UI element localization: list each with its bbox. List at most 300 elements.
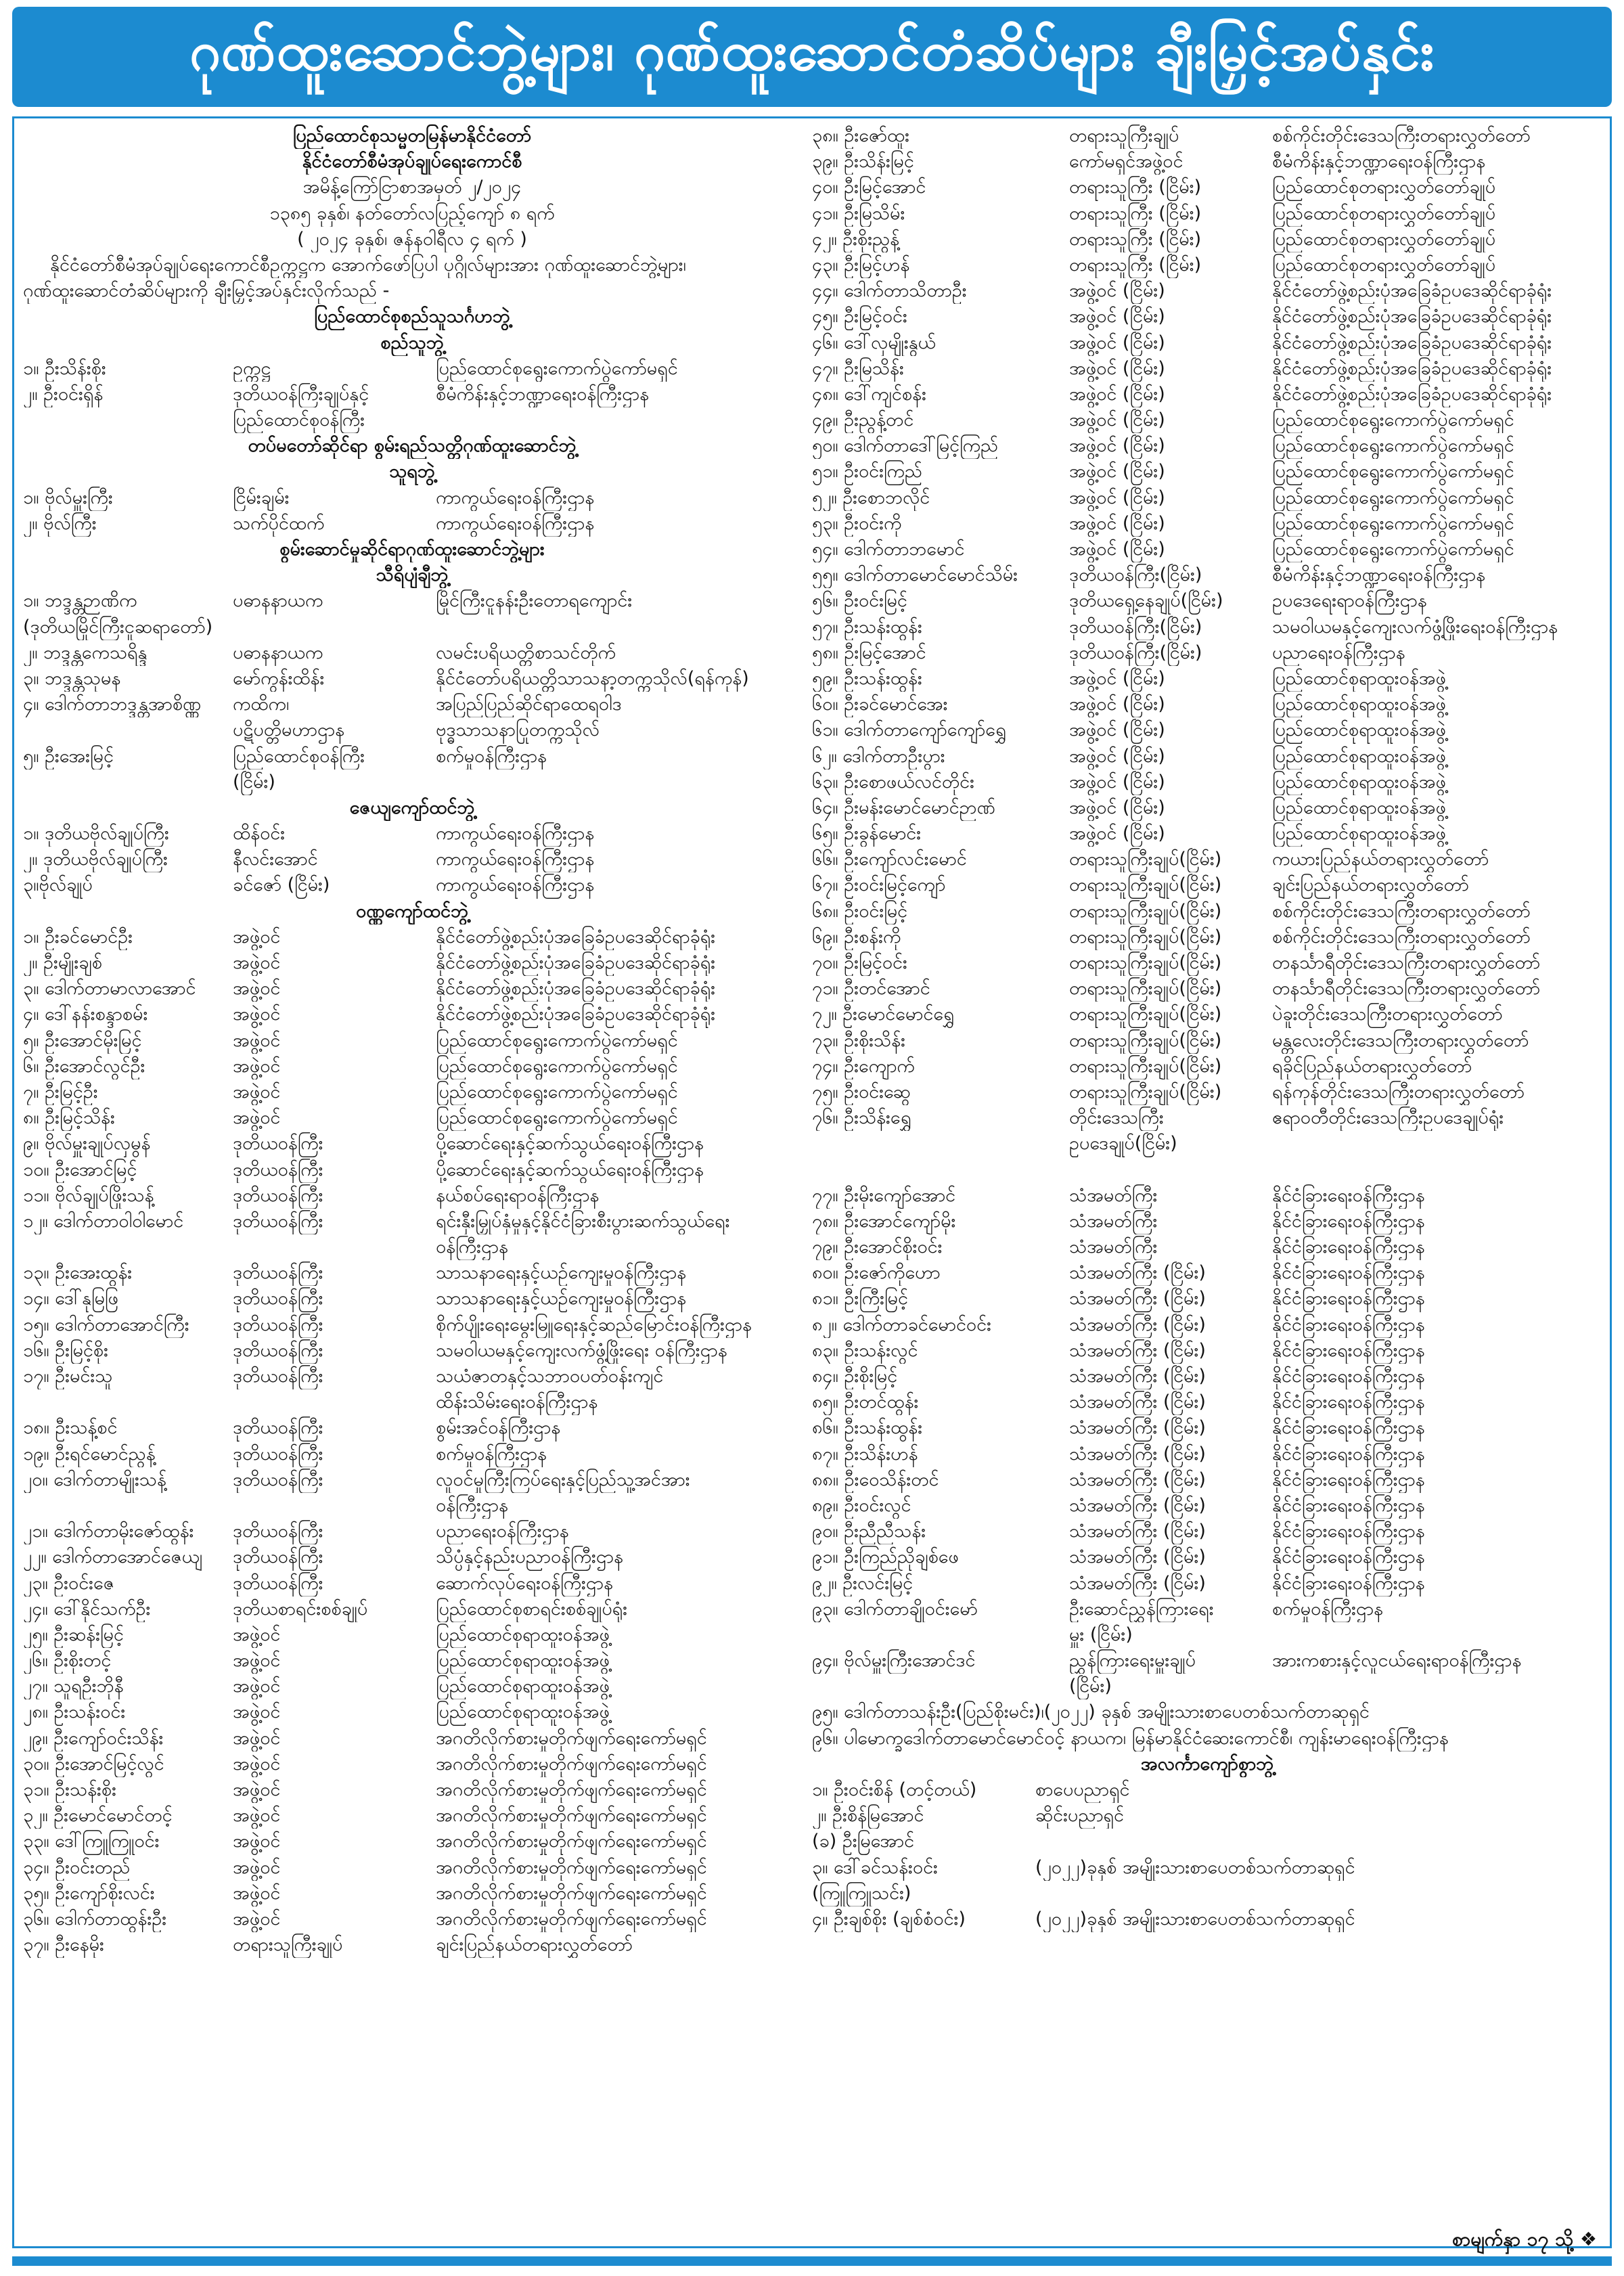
awardee-name: ၄။ ဦးချစ်စိုး (ချစ်စံဝင်း) <box>812 1908 966 1929</box>
awardee-title: အဖွဲ့ဝင် <box>233 1624 281 1645</box>
list-item <box>812 1777 1602 1803</box>
awardee-title: ဒုတိယဝန်ကြီး <box>233 1521 323 1542</box>
awardee-name: ၂၅။ ဦးဆန်းမြင့် <box>23 1624 124 1645</box>
list-item <box>812 1467 1602 1493</box>
awardee-department: ကာကွယ်ရေးဝန်ကြီးဌာန <box>436 874 595 896</box>
list-item <box>23 1054 801 1079</box>
awardee-department: စက်မှုဝန်ကြီးဌာန <box>436 745 547 767</box>
awardee-name <box>812 1131 1069 1157</box>
list-item <box>812 1597 1602 1622</box>
awardee-department: ချင်းပြည်နယ်တရားလွှတ်တော် <box>436 1934 633 1956</box>
awardee-title: တရားသူကြီးချုပ်(ငြိမ်း) <box>1069 849 1222 870</box>
awardee-department: ဧရာဝတီတိုင်းဒေသကြီးဥပဒေချုပ်ရုံး <box>1272 1107 1504 1129</box>
awardee-department: နိုင်ငံခြားရေးဝန်ကြီးဌာန <box>1272 1443 1425 1465</box>
awardee-name: ၈၂။ ဒေါက်တာခင်မောင်ဝင်း <box>812 1314 991 1335</box>
list-item <box>812 1881 1602 1906</box>
awardee-department: အဂတိလိုက်စားမှုတိုက်ဖျက်ရေးကော်မရှင် <box>436 1727 707 1749</box>
section-heading: တပ်မတော်ဆိုင်ရာ စွမ်းရည်သတ္တိဂုဏ်ထူးဆောင်ဘွဲ့ <box>248 435 577 457</box>
awardee-department: ပြည်ထောင်စုရာထူးဝန်အဖွဲ့ <box>1272 719 1446 741</box>
awardee-department: ပြည်ထောင်စုရွေးကောက်ပွဲကော်မရှင် <box>436 1055 678 1077</box>
awardee-name: ၄၄။ ဒေါက်တာသိတာဦး <box>812 280 967 302</box>
awardee-name: ၈၁။ ဦးကြီးမြင့် <box>812 1288 908 1310</box>
awardee-name <box>23 1234 233 1260</box>
awardee-name: ၃၇။ ဦးနေမိုး <box>23 1934 104 1956</box>
awardee-name: ၂။ ဒုတိယဗိုလ်ချုပ်ကြီး <box>23 849 168 870</box>
awardee-title: ကထိက၊ <box>233 694 290 715</box>
awardee-title: အဖွဲ့ဝင် (ငြိမ်း) <box>1069 435 1165 457</box>
awardee-name: ၃၄။ ဦးဝင်းတည် <box>23 1856 131 1878</box>
awardee-department: နိုင်ငံခြားရေးဝန်ကြီးဌာန <box>1272 1184 1425 1206</box>
awardee-name: ၄၀။ ဦးမြင့်အောင် <box>812 177 926 198</box>
awardee-name: ၁၃။ ဦးအေးထွန်း <box>23 1262 133 1284</box>
awardee-title <box>233 1493 436 1519</box>
awardee-department: ချင်းပြည်နယ်တရားလွှတ်တော် <box>1272 874 1469 896</box>
awardee-title: ဒုတိယဝန်ကြီး <box>233 1314 323 1335</box>
awardee-department: စက်မှုဝန်ကြီးဌာန <box>1272 1598 1384 1620</box>
awardee-name: ၉၃။ ဒေါက်တာချိုဝင်းမော် <box>812 1598 978 1620</box>
list-item <box>23 1881 801 1906</box>
list-item <box>812 175 1602 200</box>
list-item <box>812 640 1602 666</box>
awardee-name: ၇၀။ ဦးမြင့်ဝင်း <box>812 952 907 973</box>
awardee-name: ၅၃။ ဦးဝင်းကို <box>812 512 902 534</box>
list-item <box>23 382 801 407</box>
awardee-title: ဒုတိယဝန်ကြီး(ငြိမ်း) <box>1069 616 1202 638</box>
awardee-department: ပြည်ထောင်စုတရားလွှတ်တော်ချုပ် <box>1272 228 1496 250</box>
awardee-name: ၉၁။ ဦးကြည်ညိုချစ်ဖေ <box>812 1546 959 1568</box>
section-heading: စွမ်းဆောင်မှုဆိုင်ရာဂုဏ်ထူးဆောင်ဘွဲ့များ <box>279 539 545 560</box>
awardee-title: (ငြိမ်း) <box>233 771 275 793</box>
awardee-department: နိုင်ငံခြားရေးဝန်ကြီးဌာန <box>1272 1521 1425 1542</box>
awardee-department: ကယားပြည်နယ်တရားလွှတ်တော် <box>1272 849 1489 870</box>
awardee-title: တရားသူကြီးချုပ်(ငြိမ်း) <box>1069 1081 1222 1102</box>
awardee-name: (ကြူကြူသင်း) <box>812 1882 911 1904</box>
awardee-department: စက်မှုဝန်ကြီးဌာန <box>436 1443 547 1465</box>
awardee-title: ဒုတိယဝန်ကြီး <box>233 1184 323 1206</box>
list-item <box>812 1028 1602 1054</box>
awardee-title: အဖွဲ့ဝင် (ငြိမ်း) <box>1069 745 1165 767</box>
awardee-title: သံအမတ်ကြီး (ငြိမ်း) <box>1069 1391 1206 1413</box>
awardee-title: ဦးဆောင်ညွှန်ကြားရေး <box>1069 1598 1214 1620</box>
list-item <box>23 1260 801 1286</box>
awardee-name: ၉၂။ ဦးလင်းမြင့် <box>812 1572 914 1594</box>
list-item <box>812 1622 1602 1648</box>
awardee-title: တရားသူကြီး (ငြိမ်း) <box>1069 202 1202 224</box>
awardee-department: နိုင်ငံခြားရေးဝန်ကြီးဌာန <box>1272 1494 1425 1516</box>
awardee-department: ကာကွယ်ရေးဝန်ကြီးဌာန <box>436 823 595 845</box>
awardee-department: နိုင်ငံတော်ဖွဲ့စည်းပုံအခြေခံဥပဒေဆိုင်ရာခုံရုံး <box>1272 383 1552 405</box>
awardee-department: စီမံကိန်းနှင့်ဘဏ္ဍာရေးဝန်ကြီးဌာန <box>1272 564 1486 586</box>
awardee-title: နီလင်းအောင် <box>233 849 318 870</box>
list-item <box>23 1544 801 1570</box>
awardee-name: ၇၈။ ဦးအောင်ကျော်မိုး <box>812 1210 956 1232</box>
awardee-department: ဥပဒေရေးရာဝန်ကြီးဌာန <box>1272 590 1427 612</box>
awardee-title: တရားသူကြီးချုပ်(ငြိမ်း) <box>1069 926 1222 947</box>
awardee-title: ဒုတိယဝန်ကြီး <box>233 1288 323 1310</box>
awardee-department: နိုင်ငံတော်ဖွဲ့စည်းပုံအခြေခံဥပဒေဆိုင်ရာခုံရုံး <box>436 926 716 947</box>
awardee-name: ၆၅။ ဦးခွန်မောင်း <box>812 823 922 845</box>
awardee-name: ၂၆။ ဦးစိုးတင့် <box>23 1650 112 1672</box>
awardee-name: ၁၆။ ဦးမြင့်စိုး <box>23 1339 108 1361</box>
awardee-department: ပညာရေးဝန်ကြီးဌာန <box>436 1521 569 1542</box>
awardee-department: ပြည်ထောင်စုရွေးကောက်ပွဲကော်မရှင် <box>436 1029 678 1051</box>
awardee-title: ဒုတိယဝန်ကြီး <box>233 1366 323 1387</box>
awardee-name: ၂။ ဗိုလ်ကြီး <box>23 512 97 534</box>
list-item <box>812 511 1602 537</box>
list-item <box>23 1234 801 1260</box>
awardee-title: သံအမတ်ကြီး (ငြိမ်း) <box>1069 1288 1206 1310</box>
list-item <box>812 1389 1602 1415</box>
awardee-name: ၂၂။ ဒေါက်တာအောင်ဇေယျ <box>23 1546 203 1568</box>
awardee-name: ၂၃။ ဦးဝင်းဇေ <box>23 1572 114 1594</box>
list-item <box>23 1519 801 1544</box>
awardee-department: နိုင်ငံခြားရေးဝန်ကြီးဌာန <box>1272 1391 1425 1413</box>
left-column <box>23 123 801 2241</box>
awardee-department: လူဝင်မှုကြီးကြပ်ရေးနှင့်ပြည်သူ့အင်အား <box>436 1469 690 1490</box>
list-item <box>812 537 1602 562</box>
awardee-title: အဖွဲ့ဝင် (ငြိမ်း) <box>1069 487 1165 508</box>
awardee-department: ပြည်ထောင်စုရွေးကောက်ပွဲကော်မရှင် <box>436 1081 678 1102</box>
awardee-name: ၁၅။ ဒေါက်တာအောင်ကြီး <box>23 1314 189 1335</box>
awardee-name <box>812 1157 1069 1183</box>
awardee-department: နိုင်ငံတော်ဖွဲ့စည်းပုံအခြေခံဥပဒေဆိုင်ရာခုံရုံး <box>436 1004 716 1025</box>
awardee-title: အဖွဲ့ဝင် <box>233 1676 281 1697</box>
list-item <box>812 485 1602 511</box>
awardee-name: ၃၆။ ဒေါက်တာထွန်းဦး <box>23 1908 167 1929</box>
awardee-title: အဖွဲ့ဝင် <box>233 1831 281 1852</box>
awardee-description <box>1035 1881 1602 1906</box>
awardee-name: ၄၃။ ဦးမြင့်ဟန် <box>812 254 910 275</box>
left-sections <box>23 304 801 1958</box>
awardee-name: ၇၅။ ဦးဝင်းဆွေ <box>812 1081 911 1102</box>
awardee-department: ကာကွယ်ရေးဝန်ကြီးဌာန <box>436 512 595 534</box>
list-item <box>812 1286 1602 1312</box>
awardee-title: ဒုတိယဝန်ကြီး <box>233 1546 323 1568</box>
awardee-department: အဂတိလိုက်စားမှုတိုက်ဖျက်ရေးကော်မရှင် <box>436 1882 707 1904</box>
awardee-department: သာသနာရေးနှင့်ယဉ်ကျေးမှုဝန်ကြီးဌာန <box>436 1288 687 1310</box>
awardee-title: အဖွဲ့ဝင် <box>233 1650 281 1672</box>
awardee-department: မြိုင်ကြီးငူနန်းဦးတောရကျောင်း <box>436 590 633 612</box>
awardee-department: ပြည်ထောင်စုရွေးကောက်ပွဲကော်မရှင် <box>1272 512 1514 534</box>
awardee-title: ဒုတိယဝန်ကြီး <box>233 1210 323 1232</box>
list-item <box>23 1777 801 1803</box>
awardee-department: ဆောက်လုပ်ရေးဝန်ကြီးဌာန <box>436 1572 613 1594</box>
awardee-title <box>233 1234 436 1260</box>
awardee-name: ၃၀။ ဦးအောင်မြင့်လွင် <box>23 1753 164 1775</box>
awardee-title: အဖွဲ့ဝင် (ငြိမ်း) <box>1069 694 1165 715</box>
list-item <box>812 976 1602 1002</box>
awardee-department: အဂတိလိုက်စားမှုတိုက်ဖျက်ရေးကော်မရှင် <box>436 1779 707 1800</box>
list-item <box>812 717 1602 743</box>
awardee-title: မှူး (ငြိမ်း) <box>1069 1624 1133 1645</box>
list-item <box>23 1105 801 1131</box>
awardee-title: အဖွဲ့ဝင် (ငြိမ်း) <box>1069 409 1165 431</box>
list-item <box>23 1648 801 1674</box>
awardee-title: တရားသူကြီး (ငြိမ်း) <box>1069 228 1202 250</box>
list-item <box>812 304 1602 330</box>
awardee-name <box>23 769 233 795</box>
awardee-name: ၇၇။ ဦးမိုးကျော်အောင် <box>812 1184 956 1206</box>
awardee-name <box>812 1622 1069 1648</box>
awardee-department: နိုင်ငံခြားရေးဝန်ကြီးဌာန <box>1272 1417 1425 1439</box>
awardee-title: ဥပဒေချုပ်(ငြိမ်း) <box>1069 1133 1177 1155</box>
awardee-name: ၄၆။ ဒေါ်လှမျိုးနွယ် <box>812 332 936 353</box>
awardee-name: ၅၇။ ဦးသန်းထွန်း <box>812 616 922 638</box>
awardee-department: ပို့ဆောင်ရေးနှင့်ဆက်သွယ်ရေးဝန်ကြီးဌာန <box>436 1159 704 1180</box>
awardee-title: တရားသူကြီးချုပ်(ငြိမ်း) <box>1069 952 1222 973</box>
awardee-department: နိုင်ငံတော်ပရိယတ္တိသာသနာ့တက္ကသိုလ်(ရန်ကုန်) <box>436 667 749 689</box>
awardee-title: ဒုတိယဝန်ကြီး <box>233 1469 323 1490</box>
awardee-department: ပြည်ထောင်စုရွေးကောက်ပွဲကော်မရှင် <box>1272 539 1514 560</box>
awardee-name: ၆၄။ ဦးမန်းမောင်မောင်ဉာဏ် <box>812 797 995 818</box>
awardee-title: အဖွဲ့ဝင် <box>233 1055 281 1077</box>
list-item <box>812 1906 1602 1932</box>
header-line: ပြည်ထောင်စုသမ္မတမြန်မာနိုင်ငံတော် <box>292 125 532 146</box>
awardee-title: ပြည်ထောင်စုဝန်ကြီး <box>233 409 365 431</box>
awardee-title: သံအမတ်ကြီး (ငြိမ်း) <box>1069 1546 1206 1568</box>
awardee-title: ဒုတိယဝန်ကြီးချုပ်နှင့် <box>233 383 369 405</box>
list-item <box>23 1597 801 1622</box>
awardee-title: ဒုတိယဝန်ကြီး <box>233 1572 323 1594</box>
bottom-bar <box>12 2256 1612 2266</box>
section-heading: သူရဘွဲ့ <box>389 461 435 483</box>
awardee-name: ၈၇။ ဦးသိန်းဟန် <box>812 1443 918 1465</box>
awardee-department: ပြည်ထောင်စုရာထူးဝန်အဖွဲ့ <box>436 1624 610 1645</box>
right-rows <box>812 123 1602 1699</box>
list-item <box>23 1855 801 1881</box>
awardee-name: ၂၁။ ဒေါက်တာမိုးဇော်ထွန်း <box>23 1521 194 1542</box>
awardee-title: ဒုတိယရှေ့နေချုပ်(ငြိမ်း) <box>1069 590 1223 612</box>
awardee-title <box>1069 1157 1272 1183</box>
list-item <box>812 278 1602 304</box>
list-item <box>812 795 1602 821</box>
awardee-department: အဂတိလိုက်စားမှုတိုက်ဖျက်ရေးကော်မရှင် <box>436 1753 707 1775</box>
awardee-department: သိပ္ပံနှင့်နည်းပညာဝန်ကြီးဌာန <box>436 1546 623 1568</box>
awardee-name: ၂၇။ သူရဦးဘိုနီ <box>23 1676 124 1697</box>
list-item <box>23 1751 801 1777</box>
awardee-department: နိုင်ငံခြားရေးဝန်ကြီးဌာန <box>1272 1469 1425 1490</box>
page-title: ဂုဏ်ထူးဆောင်ဘွဲ့များ၊ ဂုဏ်ထူးဆောင်တံဆိပ်များ ချီးမြှင့်အပ်နှင်း <box>12 7 1612 107</box>
awardee-name: ၃၉။ ဦးသိန်းမြင့် <box>812 151 914 173</box>
awardee-department: အဂတိလိုက်စားမှုတိုက်ဖျက်ရေးကော်မရှင် <box>436 1831 707 1852</box>
list-item <box>812 201 1602 227</box>
awardee-department: ပြည်ထောင်စုရာထူးဝန်အဖွဲ့ <box>1272 771 1446 793</box>
right-column <box>812 123 1602 2241</box>
awardee-department: နိုင်ငံခြားရေးဝန်ကြီးဌာန <box>1272 1314 1425 1335</box>
list-item <box>23 1442 801 1467</box>
awardee-department: စစ်ကိုင်းတိုင်းဒေသကြီးတရားလွှတ်တော် <box>1272 900 1531 922</box>
awardee-name: ၆၁။ ဒေါက်တာကျော်ကျော်ရွှေ <box>812 719 1006 741</box>
list-item <box>812 1079 1602 1105</box>
awardee-name <box>812 1674 1069 1699</box>
list-item <box>23 1312 801 1338</box>
awardee-department: ပြည်ထောင်စုရာထူးဝန်အဖွဲ့ <box>1272 745 1446 767</box>
awardee-title: ကော်မရှင်အဖွဲ့ဝင် <box>1069 151 1183 173</box>
awardee-title: တိုင်းဒေသကြီး <box>1069 1107 1164 1129</box>
awardee-department <box>1272 1157 1602 1183</box>
list-item <box>812 562 1602 588</box>
list-item <box>23 666 801 692</box>
section-heading: ဇေယျကျော်ထင်ဘွဲ့ <box>349 797 475 818</box>
awardee-name: ၈၄။ ဦးစိုးမြင့် <box>812 1366 898 1387</box>
list-item <box>812 1260 1602 1286</box>
list-item <box>23 744 801 769</box>
awardee-title: တရားသူကြီးချုပ်(ငြိမ်း) <box>1069 978 1222 1000</box>
awardee-name: ၄။ ဒေါ်နန်းစန္ဒာစမ်း <box>23 1004 148 1025</box>
awardee-department: ပဲခူးတိုင်းဒေသကြီးတရားလွှတ်တော် <box>1272 1004 1503 1025</box>
awardee-department: ထိန်းသိမ်းရေးဝန်ကြီးဌာန <box>436 1391 598 1413</box>
awardee-department: နိုင်ငံတော်ဖွဲ့စည်းပုံအခြေခံဥပဒေဆိုင်ရာခုံရုံး <box>1272 280 1552 302</box>
header-line: နိုင်ငံတော်စီမံအုပ်ချုပ်ရေးကောင်စီ <box>302 151 522 173</box>
awardee-department: ဝန်ကြီးဌာန <box>436 1494 508 1516</box>
list-item <box>812 1157 1602 1183</box>
awardee-name: ၁။ ဗိုလ်မှူးကြီး <box>23 487 113 508</box>
awardee-name: ၉၄။ ဗိုလ်မှူးကြီးအောင်ဒင် <box>812 1650 976 1672</box>
list-item <box>812 1803 1602 1829</box>
awardee-name: ၈။ ဦးမြင့်သိန်း <box>23 1107 115 1129</box>
awardee-name: ၂၈။ ဦးသန်းဝင်း <box>23 1701 126 1723</box>
awardee-name: ၅၂။ ဦးစောဘလိုင် <box>812 487 930 508</box>
awardee-title: (ငြိမ်း) <box>1069 1676 1112 1697</box>
awardee-department: ကာကွယ်ရေးဝန်ကြီးဌာန <box>436 487 595 508</box>
awardee-description: ဆိုင်းပညာရှင် <box>1035 1805 1125 1827</box>
list-item <box>812 1002 1602 1027</box>
list-item <box>23 1028 801 1054</box>
list-item <box>812 899 1602 924</box>
list-item <box>23 1002 801 1027</box>
awardee-department: ပြည်ထောင်စုရာထူးဝန်အဖွဲ့ <box>1272 667 1446 689</box>
awardee-name: ၃၈။ ဦးဇော်ထူး <box>812 125 909 146</box>
awardee-title: သံအမတ်ကြီး (ငြိမ်း) <box>1069 1366 1206 1387</box>
awardee-name: ၇၉။ ဦးအောင်စိုးဝင်း <box>812 1236 943 1258</box>
list-item <box>812 1364 1602 1389</box>
last-rows <box>812 1777 1602 1932</box>
list-item <box>23 717 801 743</box>
awardee-name: ၅၆။ ဦးဝင်းမြင့် <box>812 590 907 612</box>
awardee-title: အဖွဲ့ဝင် <box>233 1081 281 1102</box>
list-item <box>23 1571 801 1597</box>
awardee-title: အဖွဲ့ဝင် (ငြိမ်း) <box>1069 823 1165 845</box>
awardee-title: အဖွဲ့ဝင် <box>233 1882 281 1904</box>
awardee-title: အဖွဲ့ဝင် <box>233 1107 281 1129</box>
awardee-name: ၄၉။ ဦးညွန့်တင် <box>812 409 914 431</box>
awardee-name: ၄၂။ ဦးစိုးညွန့် <box>812 228 900 250</box>
list-item <box>812 1493 1602 1519</box>
list-item <box>23 1674 801 1699</box>
awardee-title: တရားသူကြီးချုပ်(ငြိမ်း) <box>1069 1055 1222 1077</box>
awardee-name: ၃၃။ ဒေါ်ကြူကြူဝင်း <box>23 1831 160 1852</box>
awardee-name: ၈၃။ ဦးသန်းလွင် <box>812 1339 918 1361</box>
list-item <box>23 769 801 795</box>
awardee-title: သံအမတ်ကြီး <box>1069 1236 1158 1258</box>
awardee-department: အပြည်ပြည်ဆိုင်ရာထေရဝါဒ <box>436 694 622 715</box>
list-item <box>23 924 801 950</box>
awardee-department: အဂတိလိုက်စားမှုတိုက်ဖျက်ရေးကော်မရှင် <box>436 1856 707 1878</box>
awardee-department: တနင်္သာရီတိုင်းဒေသကြီးတရားလွှတ်တော် <box>1272 952 1541 973</box>
awardee-name: ၆၃။ ဦးစောဖယ်လင်တိုင်း <box>812 771 974 793</box>
awardee-department: ပြည်ထောင်စုတရားလွှတ်တော်ချုပ် <box>1272 177 1496 198</box>
awardee-name: ၇၆။ ဦးသိန်းရွှေ <box>812 1107 911 1129</box>
awardee-title: သံအမတ်ကြီး (ငြိမ်း) <box>1069 1339 1206 1361</box>
awardee-title: အဖွဲ့ဝင် <box>233 1753 281 1775</box>
awardee-department: ပြည်ထောင်စုရာထူးဝန်အဖွဲ့ <box>436 1650 610 1672</box>
awardee-name: ၂။ ဦးစိန်မြအောင် <box>812 1805 924 1827</box>
awardee-title: အဖွဲ့ဝင် <box>233 1004 281 1025</box>
awardee-name: ၃။ ဘဒ္ဒန္တသုမန <box>23 667 121 689</box>
awardee-department: နိုင်ငံခြားရေးဝန်ကြီးဌာန <box>1272 1210 1425 1232</box>
list-item <box>812 149 1602 175</box>
awardee-department: အဂတိလိုက်စားမှုတိုက်ဖျက်ရေးကော်မရှင် <box>436 1805 707 1827</box>
list-item <box>812 666 1602 692</box>
awardee-title: အဖွဲ့ဝင် (ငြိမ်း) <box>1069 797 1165 818</box>
awardee-title: တရားသူကြီးချုပ်(ငြိမ်း) <box>1069 1004 1222 1025</box>
list-item <box>23 1364 801 1389</box>
awardee-description: စာပေပညာရှင် <box>1035 1779 1130 1800</box>
section-heading: စည်သူဘွဲ့ <box>380 332 444 353</box>
awardee-name <box>23 1493 233 1519</box>
awardee-title: အဖွဲ့ဝင် (ငြိမ်း) <box>1069 539 1165 560</box>
awardee-name: ၂၉။ ဦးကျော်ဝင်းသိန်း <box>23 1727 164 1749</box>
awardee-department: နိုင်ငံခြားရေးဝန်ကြီးဌာန <box>1272 1236 1425 1258</box>
list-item <box>812 1674 1602 1699</box>
awardee-title: အဖွဲ့ဝင် <box>233 952 281 973</box>
list-item <box>23 1932 801 1958</box>
awardee-title: သံအမတ်ကြီး (ငြိမ်း) <box>1069 1494 1206 1516</box>
list-item <box>23 1829 801 1854</box>
list-item <box>812 407 1602 433</box>
awardee-name: ၆၈။ ဦးဝင်းမြင့် <box>812 900 908 922</box>
awardee-name: ၅၈။ ဦးမြင့်အောင် <box>812 642 926 663</box>
awardee-title: သံအမတ်ကြီး (ငြိမ်း) <box>1069 1443 1206 1465</box>
list-item <box>812 330 1602 356</box>
list-item <box>23 1183 801 1209</box>
awardee-department: ပြည်ထောင်စုရွေးကောက်ပွဲကော်မရှင် <box>1272 435 1514 457</box>
list-item <box>812 1183 1602 1209</box>
awardee-title: ဥက္ကဋ္ဌ <box>233 357 271 379</box>
list-item <box>23 1157 801 1183</box>
awardee-name: ၈၆။ ဦးသန်းထွန်း <box>812 1417 923 1439</box>
awardee-title: ဒုတိယဝန်ကြီး <box>233 1262 323 1284</box>
awardee-title: ဒုတိယဝန်ကြီး <box>233 1339 323 1361</box>
awardee-name: ၂။ ဦးမျိုးချစ် <box>23 952 102 973</box>
list-item <box>812 252 1602 278</box>
awardee-department: ပြည်ထောင်စုရွေးကောက်ပွဲကော်မရှင် <box>1272 461 1514 483</box>
awardee-name: ၃၁။ ဦးသန်းစိုး <box>23 1779 116 1800</box>
awardee-name: ၈၅။ ဦးတင်ထွန်း <box>812 1391 919 1413</box>
list-item <box>812 1829 1602 1854</box>
awardee-department: မန္တလေးတိုင်းဒေသကြီးတရားလွှတ်တော် <box>1272 1029 1529 1051</box>
list-item <box>23 511 801 537</box>
awardee-department: နိုင်ငံတော်ဖွဲ့စည်းပုံအခြေခံဥပဒေဆိုင်ရာခုံရုံး <box>436 978 716 1000</box>
list-item <box>23 1803 801 1829</box>
list-item <box>812 744 1602 769</box>
awardee-title <box>233 1389 436 1415</box>
awardee-title: ထိန်ဝင်း <box>233 823 286 845</box>
awardee-name: ၃။ဗိုလ်ချုပ် <box>23 874 93 896</box>
awardee-name: ၆၇။ ဦးဝင်းမြင့်ကျော် <box>812 874 946 896</box>
list-item <box>812 821 1602 847</box>
awardee-department <box>1272 1674 1602 1699</box>
list-item <box>812 872 1602 898</box>
awardee-name: ၅၁။ ဦးဝင်းကြည် <box>812 461 923 483</box>
section-heading: အလင်္ကာကျော်စွာဘွဲ့ <box>1140 1753 1274 1775</box>
awardee-title: တရားသူကြီးချုပ်(ငြိမ်း) <box>1069 900 1222 922</box>
header-line: ၁၃၈၅ ခုနှစ်၊ နတ်တော်လပြည့်ကျော် ၈ ရက် <box>269 202 555 224</box>
list-item <box>812 924 1602 950</box>
awardee-department: စွမ်းအင်ဝန်ကြီးဌာန <box>436 1417 561 1439</box>
list-item <box>812 1312 1602 1338</box>
awardee-name: ၄၇။ ဦးမြသိန်း <box>812 357 904 379</box>
